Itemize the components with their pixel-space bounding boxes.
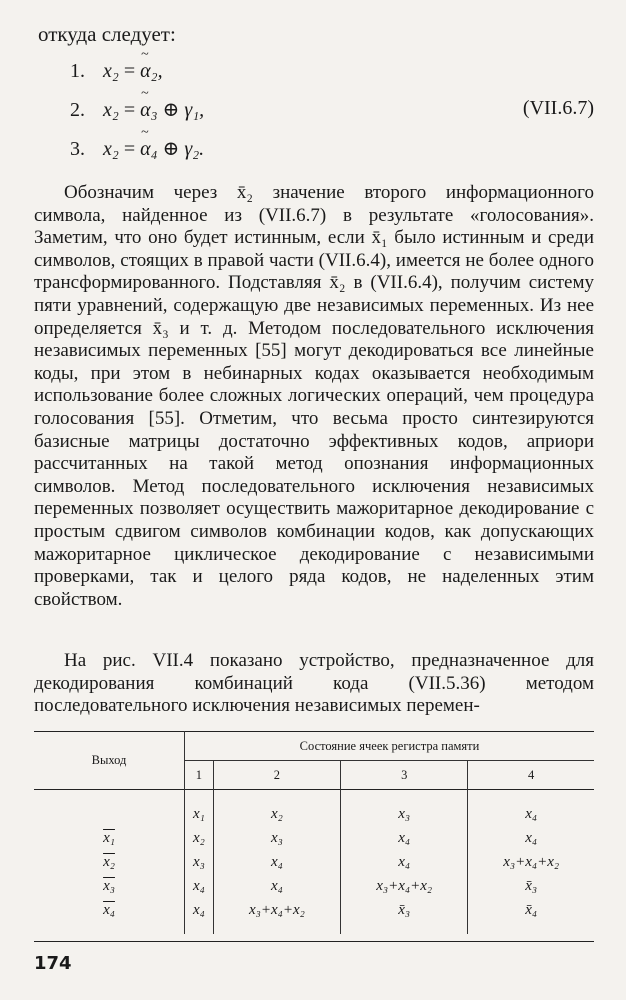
intro-text: откуда следует: [38, 22, 176, 46]
equation-3: 3. x₂ = ~ α₄ ⊕ γ₂. [70, 136, 204, 161]
body-paragraph-1: Обозначим через x̄₂ значение второго информационного символа, найденное из (VII.6.7) в результате «голосования». Заметим, что оно будет истинным, если x̄₁ было истинным и среди символов, стоящих в правой части (VII.6.4), имеется не более одного трансформированного. Подставляя x̄₂ в (VII.6.4), получим систему пяти уравнений, содержащую две независимых переменных. Из нее определяется x̄₃ и т. д. Методом последовательного исключения независимых переменных [55] могут декодироваться все линейные коды, при этом в небинарных кодах оказывается необходимым использование более сложных логических операций, чем процедура голосования [55]. Отметим, что весьма просто синтезируются базисные матрицы достаточно эффективных кодов, априори рассчитанных на такой метод опознания информационных символов. Метод последовательного исключения независимых переменных позволяет осуществить мажоритарное декодирование с простым сдвигом символов комбинации кодов, как допускающих мажоритарное циклическое декодирование с независимыми проверками, так и целого ряда кодов, не наделенных этим свойством. [34, 182, 594, 610]
equation-2: 2. x₂ = ~ α₃ ⊕ γ₁, [70, 97, 204, 122]
table-row: x₁ x₂ x₃ x₄ x₄ [34, 826, 594, 850]
table-row: x₄ x₄ x₃+x₄+x₂ x̄₃ x̄₄ [34, 898, 594, 922]
table-bottom-rule [34, 941, 594, 942]
equation-reference: (VII.6.7) [522, 97, 594, 119]
group-header: Состояние ячеек регистра памяти [185, 732, 595, 761]
table-row: x₃ x₄ x₄ x₃+x₄+x₂ x̄₃ [34, 874, 594, 898]
col-header: 3 [341, 761, 468, 790]
register-state-table [34, 731, 594, 934]
col-header: 4 [468, 761, 594, 790]
output-header: Выход [91, 753, 127, 767]
page-number: 174 [34, 953, 72, 974]
table-row: x₁ x₂ x₃ x₄ [34, 802, 594, 826]
body-paragraph-2: На рис. VII.4 показано устройство, предназначенное для декодирования комбинаций кода (VII.5.36) методом последовательного исключения независимых перемен- [34, 650, 594, 717]
equation-1: 1. x₂ = ~ α₂, [70, 60, 163, 83]
col-header: 2 [213, 761, 340, 790]
col-header: 1 [185, 761, 214, 790]
table-row: x₂ x₃ x₄ x₄ x₃+x₄+x₂ [34, 850, 594, 874]
